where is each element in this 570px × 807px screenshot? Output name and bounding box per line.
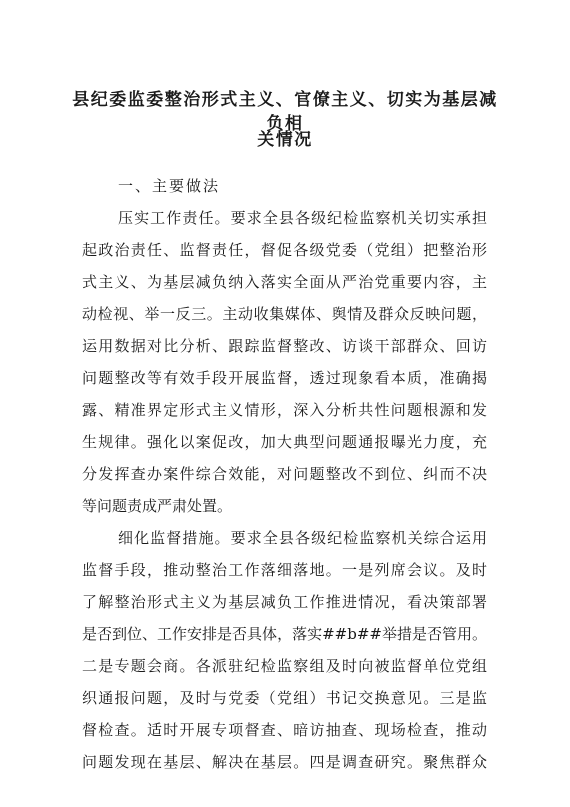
paragraph-1-line: 问题整改等有效手段开展监督，透过现象看本质，准确揭	[82, 369, 487, 387]
paragraph-2-line: 是否到位、工作安排是否具体，落实##b##举措是否管用。	[82, 625, 487, 643]
paragraph-2-line: 监督手段，推动整治工作落细落地。一是列席会议。及时	[82, 561, 487, 579]
paragraph-1-line: 式主义、为基层减负纳入落实全面从严治党重要内容，主	[82, 273, 487, 291]
paragraph-2-line: 问题发现在基层、解决在基层。四是调查研究。聚焦群众	[82, 753, 487, 771]
paragraph-1-line: 动检视、举一反三。主动收集媒体、舆情及群众反映问题，	[82, 305, 487, 323]
paragraph-2-line: 细化监督措施。要求全县各级纪检监察机关综合运用	[118, 529, 487, 547]
paragraph-1-line: 压实工作责任。要求全县各级纪检监察机关切实承担	[118, 209, 487, 227]
paragraph-2-line: 织通报问题，及时与党委（党组）书记交换意见。三是监	[82, 689, 487, 707]
paragraph-2-line: 二是专题会商。各派驻纪检监察组及时向被监督单位党组	[82, 657, 487, 675]
paragraph-1-line: 起政治责任、监督责任，督促各级党委（党组）把整治形	[82, 241, 487, 259]
paragraph-1-line: 露、精准界定形式主义情形，深入分析共性问题根源和发	[82, 401, 487, 419]
paragraph-1-line: 运用数据对比分析、跟踪监督整改、访谈干部群众、回访	[82, 337, 487, 355]
paragraph-2-line: 督检查。适时开展专项督查、暗访抽查、现场检查，推动	[82, 721, 487, 739]
paragraph-1-line: 生规律。强化以案促改，加大典型问题通报曝光力度，充	[82, 433, 487, 451]
paragraph-2-line: 了解整治形式主义为基层减负工作推进情况，看决策部署	[82, 593, 487, 611]
paragraph-1-line: 分发挥查办案件综合效能，对问题整改不到位、纠而不决	[82, 465, 487, 483]
document-title-line-1: 县纪委监委整治形式主义、官僚主义、切实为基层减负相	[72, 90, 498, 134]
document-title-line-2: 关情况	[257, 130, 313, 150]
paragraph-1-line: 等问题责成严肃处置。	[82, 497, 233, 515]
section-heading: 一、主要做法	[118, 177, 221, 195]
